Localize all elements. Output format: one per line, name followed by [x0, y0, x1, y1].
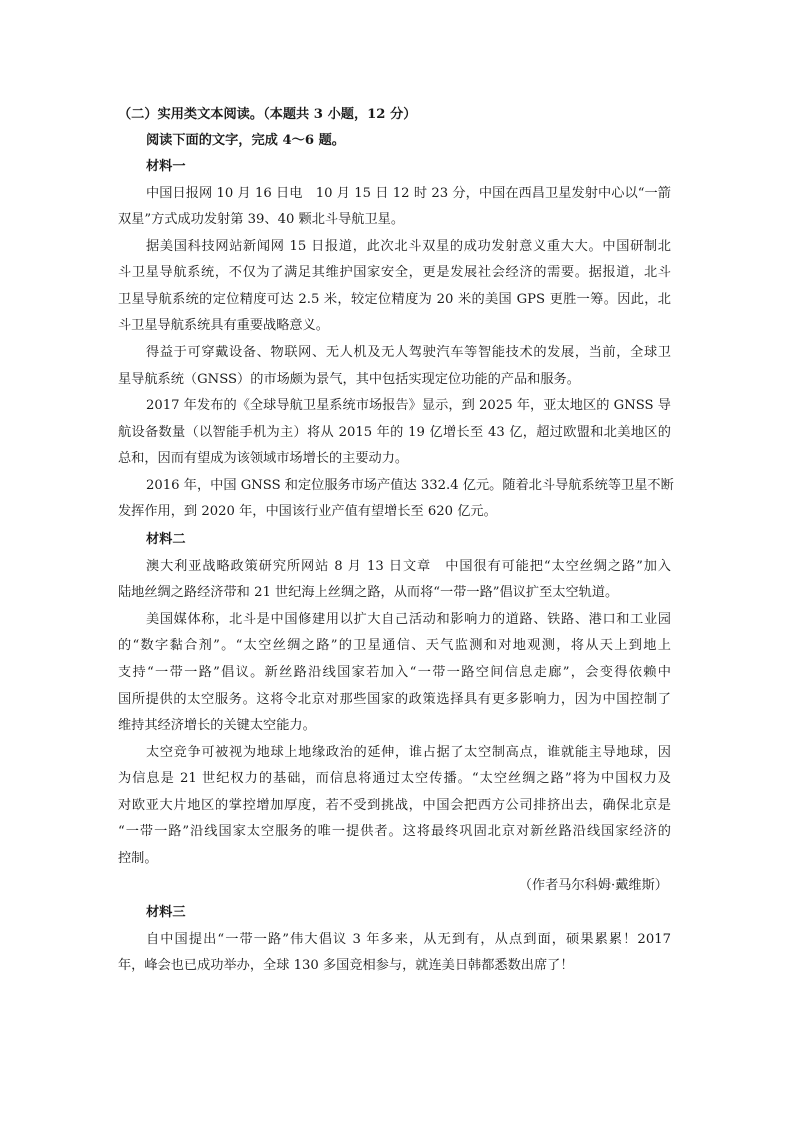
- material1-line: 斗卫星导航系统，不仅为了满足其维护国家安全，更是发展社会经济的需要。据报道，北斗: [118, 265, 671, 280]
- material1-line: 2017 年发布的《全球导航卫星系统市场报告》显示，到 2025 年，亚太地区的 GNSS 导: [146, 398, 671, 413]
- material3-line: 自中国提出“一带一路”伟大倡议 3 年多来，从无到有，从点到面，硕果累累！2017: [146, 932, 671, 947]
- material1-line: 斗卫星导航系统具有重要战略意义。: [118, 318, 329, 333]
- material1-line: 总和，因而有望成为该领域市场增长的主要动力。: [118, 451, 409, 466]
- material2-line: 支持“一带一路”倡议。新丝路沿线国家若加入“一带一路空间信息走廊”，会变得依赖中: [118, 665, 671, 680]
- material2-title: 材料二: [146, 532, 186, 547]
- material1-line: 航设备数量（以智能手机为主）将从 2015 年的 19 亿增长至 43 亿，超过欧盟和北美地区的: [118, 425, 671, 440]
- material1-line: 据美国科技网站新闻网 15 日报道，此次北斗双星的成功发射意义重大大。中国研制北: [146, 239, 671, 254]
- material2-line: 美国媒体称，北斗是中国修建用以扩大自己活动和影响力的道路、铁路、港口和工业园: [146, 612, 671, 627]
- material3-line: 年，峰会也已成功举办，全球 130 多国竞相参与，就连美日韩都悉数出席了！: [118, 958, 574, 973]
- material1-line: 发挥作用，到 2020 年，中国该行业产值有望增长至 620 亿元。: [118, 504, 497, 519]
- material2-line: 为信息是 21 世纪权力的基础，而信息将通过太空传播。“太空丝绸之路”将为中国权力及: [118, 771, 671, 786]
- material1-line: 得益于可穿戴设备、物联网、无人机及无人驾驶汽车等智能技术的发展，当前，全球卫: [146, 345, 671, 360]
- section-heading: （二）实用类文本阅读。（本题共 3 小题，12 分）: [118, 107, 417, 122]
- material1-line: 双星”方式成功发射第 39、40 颗北斗导航卫星。: [118, 212, 405, 227]
- material2-line: 对欧亚大片地区的掌控增加厚度，若不受到挑战，中国会把西方公司排挤出去，确保北京是: [118, 798, 671, 813]
- material1-line: 星导航系统（GNSS）的市场颇为景气，其中包括实现定位功能的产品和服务。: [118, 372, 580, 387]
- material2-line: 太空竞争可被视为地球上地缘政治的延伸，谁占据了太空制高点，谁就能主导地球，因: [146, 745, 671, 760]
- material3-title: 材料三: [146, 905, 186, 920]
- material2-line: 陆地丝绸之路经济带和 21 世纪海上丝绸之路，从而将“一带一路”倡议扩至太空轨道。: [118, 585, 619, 600]
- material2-author: （作者马尔科姆·戴维斯）: [518, 878, 668, 893]
- material2-line: “一带一路”沿线国家太空服务的唯一提供者。这将最终巩固北京对新丝路沿线国家经济的: [118, 824, 671, 839]
- material2-line: 的“数字黏合剂”。“太空丝绸之路”的卫星通信、天气监测和对地观测，将从天上到地上: [118, 638, 671, 653]
- reading-instruction: 阅读下面的文字，完成 4～6 题。: [146, 133, 345, 148]
- material1-line: 2016 年，中国 GNSS 和定位服务市场产值达 332.4 亿元。随着北斗导航系统等卫星不断: [146, 478, 674, 493]
- material2-line: 国所提供的太空服务。这将令北京对那些国家的政策选择具有更多影响力，因为中国控制了: [118, 692, 671, 707]
- material1-line: 中国日报网 10 月 16 日电 10 月 15 日 12 时 23 分，中国在西昌卫星发射中心以“一箭: [146, 186, 671, 201]
- material2-line: 维持其经济增长的关键太空能力。: [118, 718, 316, 733]
- material2-line: 控制。: [118, 851, 158, 866]
- material1-line: 卫星导航系统的定位精度可达 2.5 米，较定位精度为 20 米的美国 GPS 更胜一筹。因此，北: [118, 292, 671, 307]
- material1-title: 材料一: [146, 159, 186, 174]
- material2-line: 澳大利亚战略政策研究所网站 8 月 13 日文章 中国很有可能把“太空丝绸之路”加入: [146, 559, 671, 574]
